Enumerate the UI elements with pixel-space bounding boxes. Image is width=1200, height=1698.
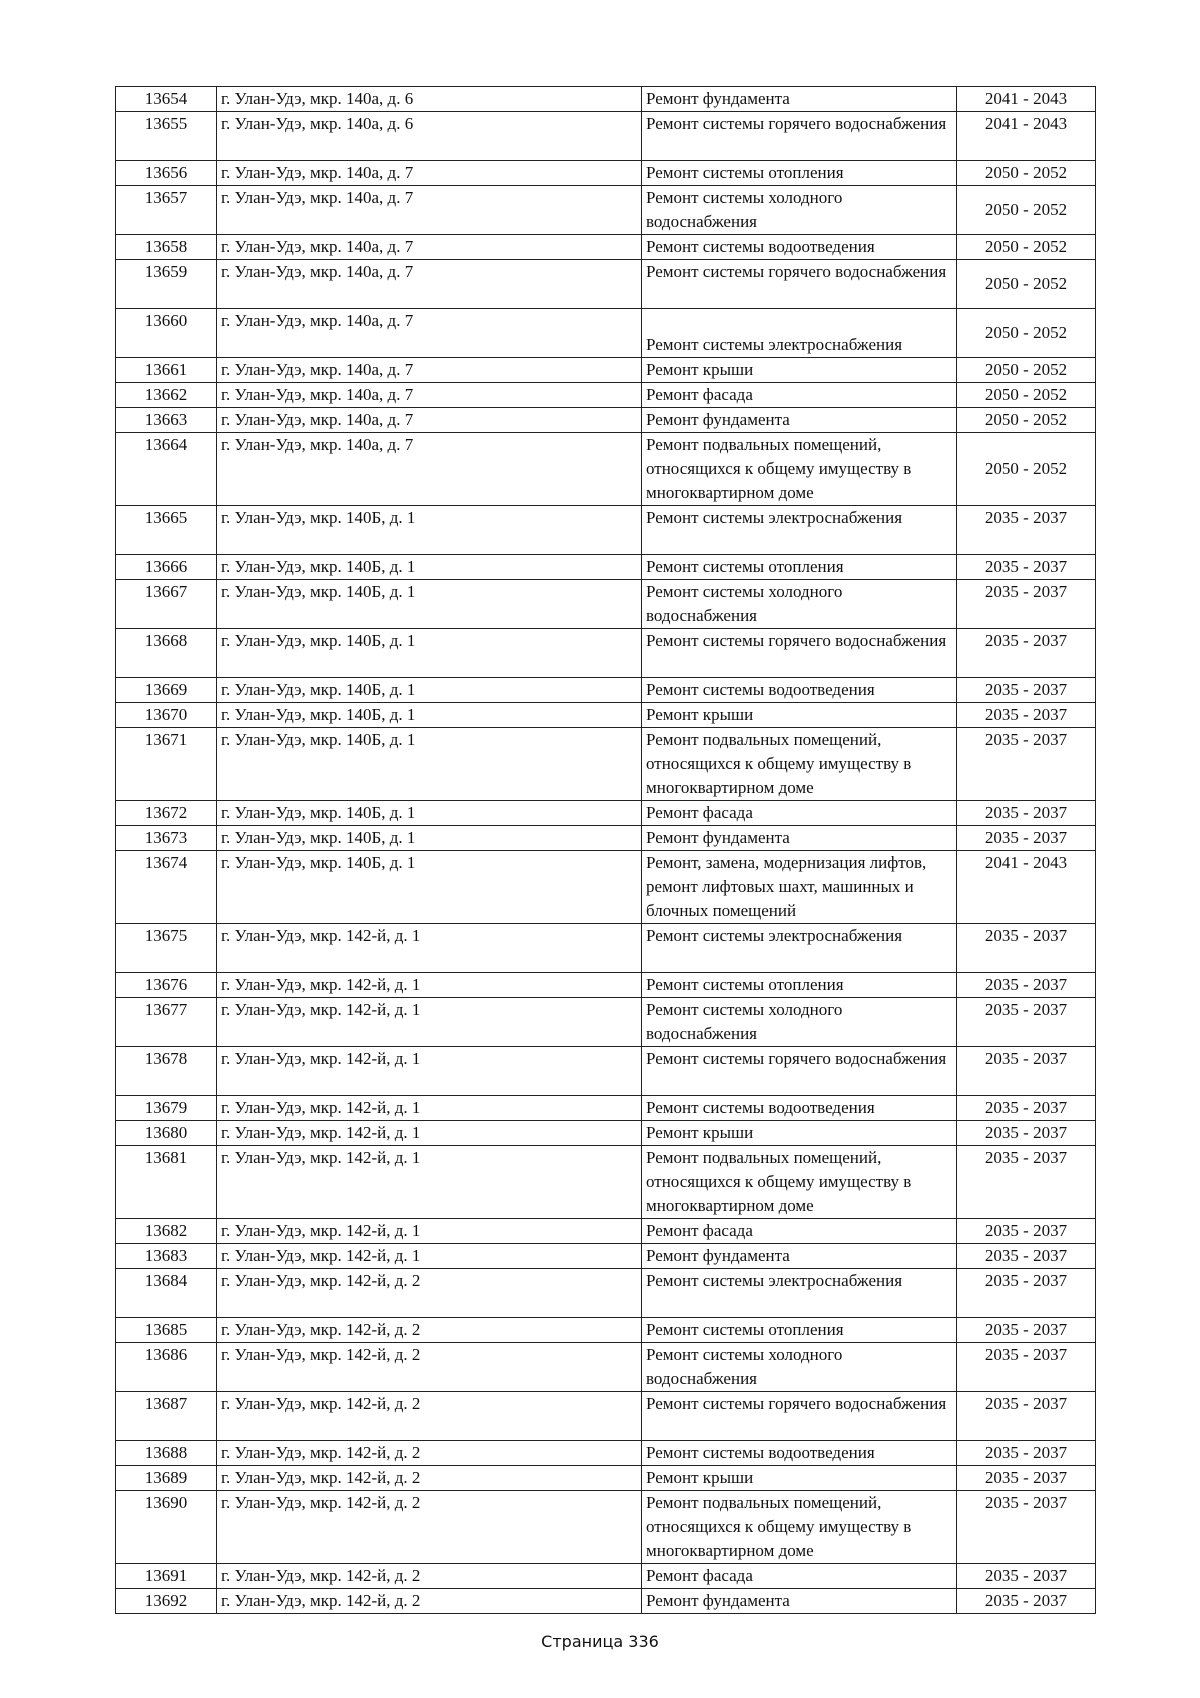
row-period: 2035 - 2037 — [957, 1269, 1096, 1318]
table-row — [116, 1219, 1096, 1244]
row-work-type: Ремонт фасада — [642, 383, 957, 408]
row-period: 2035 - 2037 — [957, 1491, 1096, 1564]
row-period: 2050 - 2052 — [957, 433, 1096, 506]
row-work-type: Ремонт системы отопления — [642, 1318, 957, 1343]
row-number: 13681 — [116, 1146, 217, 1219]
table-row — [116, 1589, 1096, 1614]
table-row — [116, 186, 1096, 235]
row-address: г. Улан-Удэ, мкр. 140а, д. 7 — [217, 383, 642, 408]
row-period: 2035 - 2037 — [957, 580, 1096, 629]
row-number: 13685 — [116, 1318, 217, 1343]
row-address: г. Улан-Удэ, мкр. 140Б, д. 1 — [217, 629, 642, 678]
row-number: 13682 — [116, 1219, 217, 1244]
table-row — [116, 383, 1096, 408]
row-period: 2035 - 2037 — [957, 1343, 1096, 1392]
row-work-type: Ремонт системы водоотведения — [642, 1096, 957, 1121]
table-row — [116, 580, 1096, 629]
row-period: 2050 - 2052 — [957, 358, 1096, 383]
row-work-type: Ремонт крыши — [642, 703, 957, 728]
row-work-type: Ремонт фундамента — [642, 1244, 957, 1269]
table-row — [116, 851, 1096, 924]
row-address: г. Улан-Удэ, мкр. 142-й, д. 1 — [217, 1244, 642, 1269]
table-row — [116, 1047, 1096, 1096]
table-row — [116, 801, 1096, 826]
row-number: 13680 — [116, 1121, 217, 1146]
row-period: 2035 - 2037 — [957, 1047, 1096, 1096]
row-work-type: Ремонт системы электроснабжения — [642, 924, 957, 973]
row-number: 13671 — [116, 728, 217, 801]
row-number: 13664 — [116, 433, 217, 506]
row-work-type: Ремонт фасада — [642, 1219, 957, 1244]
table-row — [116, 1564, 1096, 1589]
row-number: 13675 — [116, 924, 217, 973]
row-period: 2035 - 2037 — [957, 801, 1096, 826]
table-row — [116, 555, 1096, 580]
row-work-type: Ремонт системы горячего водоснабжения — [642, 1047, 957, 1096]
row-number: 13663 — [116, 408, 217, 433]
row-address: г. Улан-Удэ, мкр. 142-й, д. 1 — [217, 1146, 642, 1219]
row-address: г. Улан-Удэ, мкр. 140Б, д. 1 — [217, 703, 642, 728]
row-work-type: Ремонт крыши — [642, 358, 957, 383]
table-row — [116, 1121, 1096, 1146]
row-period: 2050 - 2052 — [957, 383, 1096, 408]
row-work-type: Ремонт системы горячего водоснабжения — [642, 112, 957, 161]
row-number: 13659 — [116, 260, 217, 309]
row-period: 2035 - 2037 — [957, 1219, 1096, 1244]
row-period: 2035 - 2037 — [957, 1441, 1096, 1466]
row-address: г. Улан-Удэ, мкр. 140а, д. 7 — [217, 309, 642, 358]
row-number: 13657 — [116, 186, 217, 235]
row-number: 13672 — [116, 801, 217, 826]
row-address: г. Улан-Удэ, мкр. 140Б, д. 1 — [217, 851, 642, 924]
table-row — [116, 87, 1096, 112]
row-address: г. Улан-Удэ, мкр. 140а, д. 6 — [217, 87, 642, 112]
row-number: 13654 — [116, 87, 217, 112]
row-number: 13656 — [116, 161, 217, 186]
row-address: г. Улан-Удэ, мкр. 142-й, д. 2 — [217, 1564, 642, 1589]
row-period: 2035 - 2037 — [957, 1564, 1096, 1589]
row-address: г. Улан-Удэ, мкр. 142-й, д. 2 — [217, 1589, 642, 1614]
row-period: 2035 - 2037 — [957, 998, 1096, 1047]
row-number: 13668 — [116, 629, 217, 678]
row-work-type: Ремонт системы электроснабжения — [642, 309, 957, 358]
row-period: 2035 - 2037 — [957, 1466, 1096, 1491]
table-row — [116, 973, 1096, 998]
table-row — [116, 1146, 1096, 1219]
row-number: 13655 — [116, 112, 217, 161]
row-number: 13658 — [116, 235, 217, 260]
row-work-type: Ремонт системы холодного водоснабжения — [642, 580, 957, 629]
row-period: 2035 - 2037 — [957, 555, 1096, 580]
row-number: 13674 — [116, 851, 217, 924]
row-work-type: Ремонт системы водоотведения — [642, 678, 957, 703]
row-period: 2035 - 2037 — [957, 728, 1096, 801]
row-address: г. Улан-Удэ, мкр. 142-й, д. 1 — [217, 1096, 642, 1121]
row-work-type: Ремонт крыши — [642, 1121, 957, 1146]
row-number: 13678 — [116, 1047, 217, 1096]
row-period: 2035 - 2037 — [957, 924, 1096, 973]
row-address: г. Улан-Удэ, мкр. 140Б, д. 1 — [217, 728, 642, 801]
row-number: 13679 — [116, 1096, 217, 1121]
row-address: г. Улан-Удэ, мкр. 140Б, д. 1 — [217, 801, 642, 826]
row-work-type: Ремонт фундамента — [642, 826, 957, 851]
row-number: 13686 — [116, 1343, 217, 1392]
row-address: г. Улан-Удэ, мкр. 140Б, д. 1 — [217, 506, 642, 555]
row-work-type: Ремонт подвальных помещений, относящихся к общему имуществу в многоквартирном доме — [642, 1146, 957, 1219]
row-period: 2050 - 2052 — [957, 309, 1096, 358]
row-address: г. Улан-Удэ, мкр. 140Б, д. 1 — [217, 580, 642, 629]
row-number: 13684 — [116, 1269, 217, 1318]
row-period: 2041 - 2043 — [957, 87, 1096, 112]
row-work-type: Ремонт системы отопления — [642, 555, 957, 580]
row-period: 2035 - 2037 — [957, 629, 1096, 678]
row-work-type: Ремонт подвальных помещений, относящихся к общему имуществу в многоквартирном доме — [642, 433, 957, 506]
row-address: г. Улан-Удэ, мкр. 140Б, д. 1 — [217, 678, 642, 703]
row-address: г. Улан-Удэ, мкр. 142-й, д. 2 — [217, 1269, 642, 1318]
row-work-type: Ремонт системы электроснабжения — [642, 506, 957, 555]
table-row — [116, 924, 1096, 973]
row-period: 2035 - 2037 — [957, 1244, 1096, 1269]
row-number: 13688 — [116, 1441, 217, 1466]
row-period: 2035 - 2037 — [957, 1096, 1096, 1121]
table-row — [116, 703, 1096, 728]
row-address: г. Улан-Удэ, мкр. 140Б, д. 1 — [217, 826, 642, 851]
row-number: 13677 — [116, 998, 217, 1047]
table-row — [116, 506, 1096, 555]
table-row — [116, 1096, 1096, 1121]
row-work-type: Ремонт подвальных помещений, относящихся к общему имуществу в многоквартирном доме — [642, 1491, 957, 1564]
table-row — [116, 260, 1096, 309]
row-period: 2050 - 2052 — [957, 186, 1096, 235]
row-number: 13667 — [116, 580, 217, 629]
table-row — [116, 1318, 1096, 1343]
row-period: 2050 - 2052 — [957, 161, 1096, 186]
row-address: г. Улан-Удэ, мкр. 140а, д. 6 — [217, 112, 642, 161]
row-number: 13683 — [116, 1244, 217, 1269]
table-row — [116, 112, 1096, 161]
row-address: г. Улан-Удэ, мкр. 142-й, д. 2 — [217, 1318, 642, 1343]
table-row — [116, 1491, 1096, 1564]
row-period: 2050 - 2052 — [957, 235, 1096, 260]
row-address: г. Улан-Удэ, мкр. 142-й, д. 1 — [217, 998, 642, 1047]
row-work-type: Ремонт системы горячего водоснабжения — [642, 1392, 957, 1441]
row-work-type: Ремонт системы холодного водоснабжения — [642, 1343, 957, 1392]
table-row — [116, 161, 1096, 186]
row-address: г. Улан-Удэ, мкр. 140Б, д. 1 — [217, 555, 642, 580]
table-body — [116, 87, 1096, 1614]
row-period: 2041 - 2043 — [957, 112, 1096, 161]
row-address: г. Улан-Удэ, мкр. 142-й, д. 2 — [217, 1466, 642, 1491]
row-work-type: Ремонт фундамента — [642, 408, 957, 433]
row-address: г. Улан-Удэ, мкр. 142-й, д. 2 — [217, 1491, 642, 1564]
row-number: 13689 — [116, 1466, 217, 1491]
row-period: 2035 - 2037 — [957, 703, 1096, 728]
row-number: 13660 — [116, 309, 217, 358]
row-work-type: Ремонт системы отопления — [642, 161, 957, 186]
row-number: 13692 — [116, 1589, 217, 1614]
row-address: г. Улан-Удэ, мкр. 142-й, д. 2 — [217, 1392, 642, 1441]
row-period: 2035 - 2037 — [957, 1121, 1096, 1146]
row-address: г. Улан-Удэ, мкр. 142-й, д. 1 — [217, 1047, 642, 1096]
table-row — [116, 235, 1096, 260]
row-number: 13669 — [116, 678, 217, 703]
row-work-type: Ремонт системы горячего водоснабжения — [642, 629, 957, 678]
row-number: 13687 — [116, 1392, 217, 1441]
row-work-type: Ремонт системы холодного водоснабжения — [642, 998, 957, 1047]
row-work-type: Ремонт системы горячего водоснабжения — [642, 260, 957, 309]
table-row — [116, 629, 1096, 678]
row-period: 2050 - 2052 — [957, 408, 1096, 433]
row-work-type: Ремонт системы электроснабжения — [642, 1269, 957, 1318]
row-period: 2035 - 2037 — [957, 973, 1096, 998]
row-work-type: Ремонт системы отопления — [642, 973, 957, 998]
table-row — [116, 998, 1096, 1047]
row-address: г. Улан-Удэ, мкр. 140а, д. 7 — [217, 161, 642, 186]
table-row — [116, 1392, 1096, 1441]
row-work-type: Ремонт фундамента — [642, 1589, 957, 1614]
row-number: 13661 — [116, 358, 217, 383]
repair-schedule-table — [115, 86, 1096, 1614]
row-number: 13690 — [116, 1491, 217, 1564]
row-number: 13665 — [116, 506, 217, 555]
table-row — [116, 1269, 1096, 1318]
row-address: г. Улан-Удэ, мкр. 142-й, д. 2 — [217, 1343, 642, 1392]
row-number: 13673 — [116, 826, 217, 851]
row-period: 2041 - 2043 — [957, 851, 1096, 924]
row-number: 13666 — [116, 555, 217, 580]
row-period: 2035 - 2037 — [957, 506, 1096, 555]
row-work-type: Ремонт фасада — [642, 1564, 957, 1589]
table-row — [116, 678, 1096, 703]
table-row — [116, 408, 1096, 433]
row-period: 2035 - 2037 — [957, 826, 1096, 851]
table-row — [116, 1441, 1096, 1466]
table-row — [116, 1343, 1096, 1392]
table-row — [116, 358, 1096, 383]
row-address: г. Улан-Удэ, мкр. 142-й, д. 1 — [217, 1121, 642, 1146]
row-number: 13691 — [116, 1564, 217, 1589]
row-work-type: Ремонт системы холодного водоснабжения — [642, 186, 957, 235]
row-number: 13676 — [116, 973, 217, 998]
row-address: г. Улан-Удэ, мкр. 140а, д. 7 — [217, 358, 642, 383]
row-address: г. Улан-Удэ, мкр. 142-й, д. 1 — [217, 973, 642, 998]
row-address: г. Улан-Удэ, мкр. 140а, д. 7 — [217, 408, 642, 433]
row-work-type: Ремонт системы водоотведения — [642, 235, 957, 260]
row-work-type: Ремонт фасада — [642, 801, 957, 826]
row-address: г. Улан-Удэ, мкр. 140а, д. 7 — [217, 186, 642, 235]
row-address: г. Улан-Удэ, мкр. 142-й, д. 2 — [217, 1441, 642, 1466]
row-address: г. Улан-Удэ, мкр. 142-й, д. 1 — [217, 924, 642, 973]
row-address: г. Улан-Удэ, мкр. 140а, д. 7 — [217, 433, 642, 506]
row-period: 2035 - 2037 — [957, 678, 1096, 703]
table-row — [116, 1244, 1096, 1269]
row-address: г. Улан-Удэ, мкр. 140а, д. 7 — [217, 260, 642, 309]
row-period: 2035 - 2037 — [957, 1392, 1096, 1441]
row-address: г. Улан-Удэ, мкр. 142-й, д. 1 — [217, 1219, 642, 1244]
page-number: Страница 336 — [541, 1632, 659, 1651]
row-work-type: Ремонт системы водоотведения — [642, 1441, 957, 1466]
row-number: 13662 — [116, 383, 217, 408]
row-work-type: Ремонт подвальных помещений, относящихся к общему имуществу в многоквартирном доме — [642, 728, 957, 801]
row-period: 2035 - 2037 — [957, 1589, 1096, 1614]
table-row — [116, 1466, 1096, 1491]
table-row — [116, 728, 1096, 801]
row-work-type: Ремонт, замена, модернизация лифтов, ремонт лифтовых шахт, машинных и блочных помещений — [642, 851, 957, 924]
row-period: 2035 - 2037 — [957, 1146, 1096, 1219]
row-period: 2050 - 2052 — [957, 260, 1096, 309]
table-row — [116, 433, 1096, 506]
row-work-type: Ремонт крыши — [642, 1466, 957, 1491]
row-address: г. Улан-Удэ, мкр. 140а, д. 7 — [217, 235, 642, 260]
table-row — [116, 826, 1096, 851]
row-work-type: Ремонт фундамента — [642, 87, 957, 112]
row-number: 13670 — [116, 703, 217, 728]
table-row — [116, 309, 1096, 358]
row-period: 2035 - 2037 — [957, 1318, 1096, 1343]
